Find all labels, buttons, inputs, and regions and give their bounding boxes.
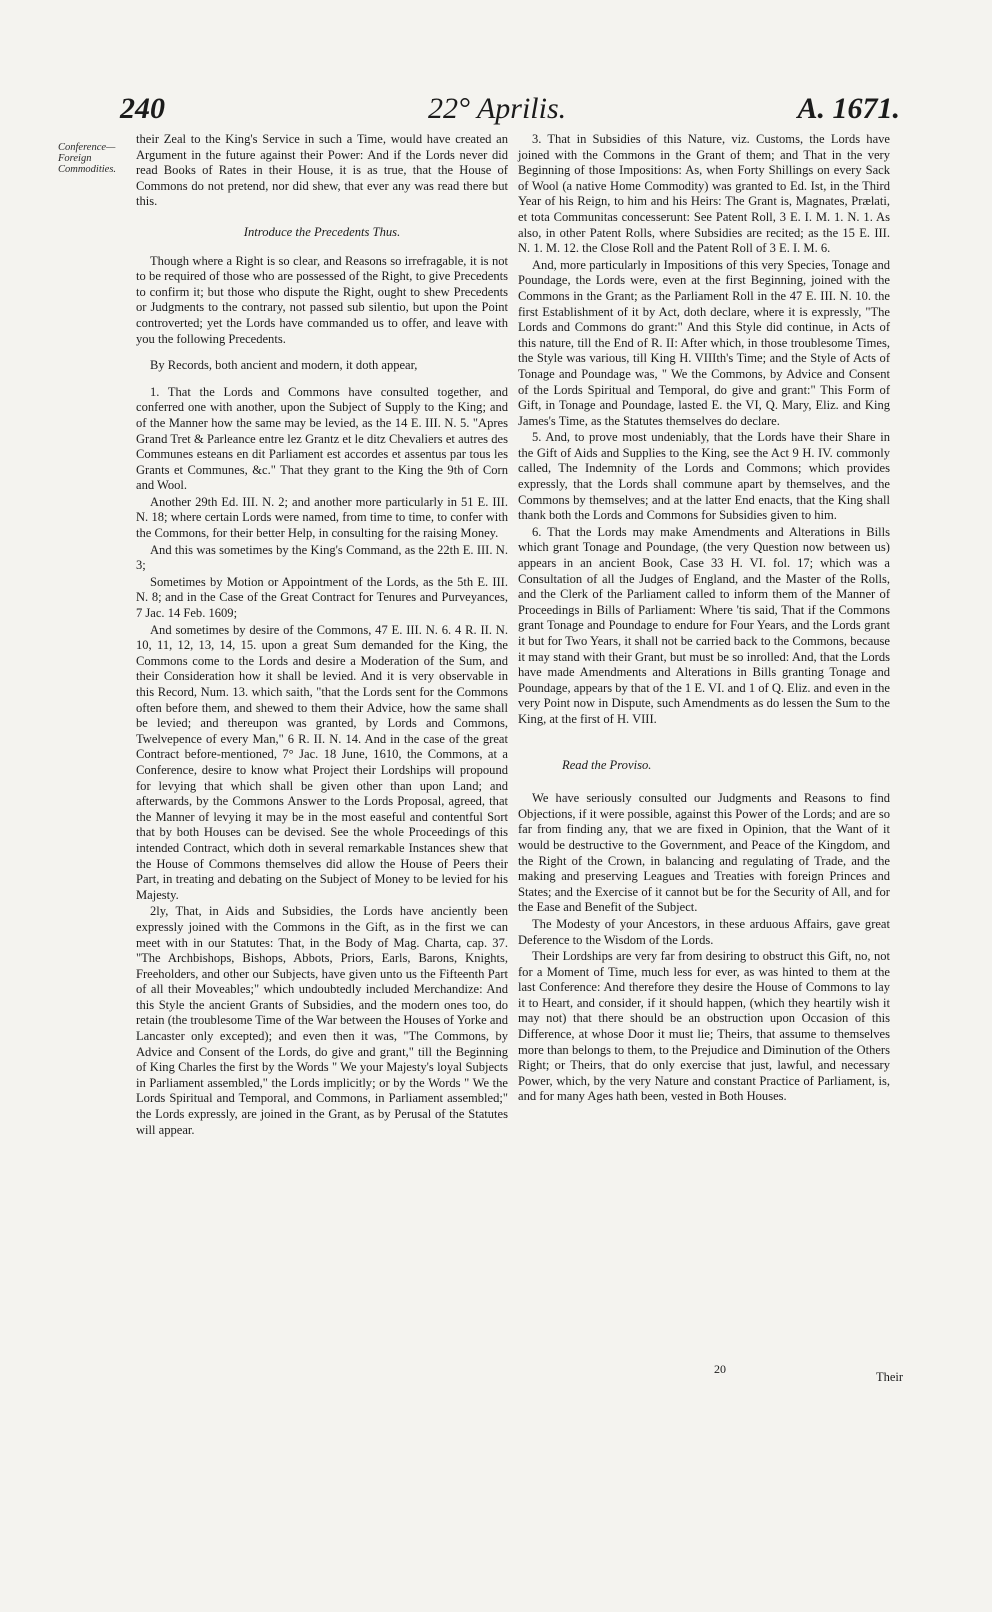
right-column bbox=[518, 132, 890, 1106]
paragraph: By Records, both ancient and modern, it doth appear, bbox=[150, 358, 418, 373]
paragraph: their Zeal to the King's Service in such a Time, would have created an Argument in the future against their Power: And if the Lords never did read Books of Rates in their House, it is as true, that the House of Commons do not pretend, nor did shew, that ever any was read there but this. bbox=[136, 132, 508, 209]
running-date: 22° Aprilis. bbox=[428, 92, 567, 125]
paragraph: 6. That the Lords may make Amendments and Alterations in Bills which grant Tonage and Poundage, (the very Question now between us) appears in an ancient Book, Case 33 H. VI. fol. 17; which was a Consultation of all the Judges of England, and the Master of the Rolls, and the Clerk of the Parliament called to inform them of the Manner of Proceedings in Bills of Parliament: Where 'tis said, That if the Commons grant Tonage and Poundage to endure for Four Years, and the Lords grant it but for Two Years, it shall not be carried back to the Commons, because it may stand with their Grant, but must be so inrolled: And, that the Lords have made Amendments and Alterations in Bills granting Tonage and Poundage, appears by that of the 1 E. VI. and 1 of Q. Eliz. and even in the very Point now in Dispute, such Amendments as do lessen the Sum to the King, at the first of H. VIII. bbox=[518, 524, 890, 726]
page-number: 240 bbox=[120, 92, 165, 125]
paragraph: 5. And, to prove most undeniably, that the Lords have their Share in the Gift of Aids and Supplies to the King, see the Act 9 H. IV. commonly called, The Indemnity of the Lords and Commons; which provides expressly, that the Lords shall commune apart by themselves, and the Commons by themselves; and at the latter End enacts, that the King shall thank both the Lords and Commons for Subsidies given to him. bbox=[518, 430, 890, 523]
paragraph: 3. That in Subsidies of this Nature, viz. Customs, the Lords have joined with the Commons in the Grant of them; and That in the very Beginning of those Impositions: As, when Forty Shillings on every Sack of Wool (a native Home Commodity) was granted to Ed. Ist, in the Third Year of his Reign, to him and his Heirs: The Grant is, Magnates, Prælati, et tota Communitas concesserunt: See Patent Roll, 3 E. I. M. 1. N. 1. As also, in other Patent Rolls, where Subsidies are recited; as the 15 E. III. N. 1. M. 12. the Close Roll and the Patent Roll of 3 E. I. M. 6. bbox=[518, 132, 890, 256]
left-column bbox=[136, 132, 508, 1139]
section-heading: Introduce the Precedents Thus. bbox=[243, 224, 401, 239]
running-year: A. 1671. bbox=[797, 92, 900, 125]
paragraph: Their Lordships are very far from desiring to obstruct this Gift, no, not for a Moment of Time, much less for ever, as was hinted to them at the last Conference: And therefore they desire the House of Commons to lay it to Heart, and consider, if it should happen, (which they heartily wish it may not) that there should be an obstruction upon Occasion of this Difference, at whose Door it must lie; Theirs, that assume to themselves more than belongs to them, to the Prejudice and Diminution of the Others Right; or Theirs, that do only exercise that just, lawful, and necessary Power, which, by the very Nature and constant Practice of Parliament, is, and for many Ages hath been, vested in Both Houses. bbox=[518, 949, 890, 1104]
paragraph: Another 29th Ed. III. N. 2; and another more particularly in 51 E. III. N. 18; where certain Lords were named, from time to time, to confer with the Commons, for their better Help, in consulting for the raising Money. bbox=[136, 494, 508, 541]
paragraph: Sometimes by Motion or Appointment of the Lords, as the 5th E. III. N. 8; and in the Case of the Great Contract for Tenures and Purveyances, 7 Jac. 14 Feb. 1609; bbox=[136, 574, 508, 621]
paragraph: The Modesty of your Ancestors, in these arduous Affairs, gave great Deference to the Wisdom of the Lords. bbox=[518, 916, 890, 947]
paragraph: And this was sometimes by the King's Command, as the 22th E. III. N. 3; bbox=[136, 542, 508, 573]
paragraph: And sometimes by desire of the Commons, 47 E. III. N. 6. 4 R. II. N. 10, 11, 12, 13, 14, 15. upon a great Sum demanded for the King, the Commons come to the Lords and desire a Moderation of the Sum, and their Consideration how it shall be levied. And it is very observable in this Record, Num. 13. which saith, "that the Lords sent for the Commons often before them, and shewed to them their Advice, how the same shall be levied; and thereupon was granted, by Lords and Commons, Twelvepence of every Man," 6 R. II. N. 14. And in the case of the great Contract before-mentioned, 7° Jac. 18 June, 1610, the Commons, at a Conference, desire to know what Project their Lordships will propound for levying that which shall be given other than upon Land; and afterwards, by the Commons Answer to the Lords Proposal, agreed, that the Manner of levying it may be in the most easeful and contentful Sort that by both Houses can be devised. See the whole Proceedings of this intended Contract, which doth in several remarkable Instances shew that the House of Commons themselves did allow the House of Peers their Part, in treating and debating on the Subject of Money to be levied for his Majesty. bbox=[136, 622, 508, 902]
paragraph: Though where a Right is so clear, and Reasons so irrefragable, it is not to be required of those who are possessed of the Right, to give Precedents to confirm it; but those who dispute the Right, ought to shew Precedents or Judgments to the contrary, not passed sub silentio, but upon the Point controverted; yet the Lords have commanded us to offer, and leave with you the following Precedents. bbox=[136, 253, 508, 346]
page-header bbox=[120, 92, 900, 136]
paragraph: 2ly, That, in Aids and Subsidies, the Lords have anciently been expressly joined with the Commons in the Gift, as in the first we can meet with in our Statutes: That, in the Body of Mag. Charta, cap. 37. "The Archbishops, Bishops, Abbots, Priors, Earls, Barons, Knights, Freeholders, and other our Subjects, have given unto us the Fifteenth Part of all their Moveables;" which undoubtedly included Merchandize: And this Style the ancient Grants of Subsidies, and the modern ones too, do retain (the troublesome Time of the War between the Houses of Yorke and Lancaster only excepted); and even then it was, "The Commons, by Advice and Consent of the Lords, do give and grant," till the Beginning of King Charles the first by the Words " We your Majesty's loyal Subjects in Parliament assembled," the Lords implicitly; or by the Words " We the Lords Spiritual and Temporal, and Commons, in Parliament assembled;" the Lords expressly, are joined in the Grant, as by Perusal of the Statutes will appear. bbox=[136, 904, 508, 1137]
paragraph: We have seriously consulted our Judgments and Reasons to find Objections, if it were possible, against this Power of the Lords; and are so far from finding any, that we are fixed in Opinion, that the Want of it would be destructive to the Government, and Peace of the Kingdom, and the Right of the Crown, in balancing and regulating of Trade, and the making and preserving Leagues and Treaties with foreign Princes and States; and the Exercise of it cannot but be for the Security of All, and for the Ease and Benefit of the Subject. bbox=[518, 791, 890, 915]
margin-note: Conference—Foreign Commodities. bbox=[58, 142, 117, 175]
paragraph: 1. That the Lords and Commons have consulted together, and conferred one with another, upon the Subject of Supply to the King; and of the Manner how the same may be levied, as the 14 E. III. N. 5. "Apres Grand Tret & Parleance entre lez Grantz et le ditz Chevaliers et autres des Communes esteans en dit Parliament est accordes et assentus par tous les Grants et Communes, &c." That they grant to the King the 9th of Corn and Wool. bbox=[136, 384, 508, 493]
paragraph: And, more particularly in Impositions of this very Species, Tonage and Poundage, the Lords were, even at the first Beginning, joined with the Commons in the Grant; as the Parliament Roll in the 47 E. III. N. 10. the first Establishment of it by Act, doth declare, where it is expressly, "The Lords and Commons do grant:" And this Style did continue, in Acts of this nature, till the End of R. II: After which, in those troublesome Times, the Style was various, till King H. VIIIth's Time; and the Style of Acts of Tonage and Poundage was, " We the Commons, by Advice and Consent of the Lords Spiritual and Temporal, do give and grant:" This Form of Gift, in Tonage and Poundage, lasted E. the VI, Q. Mary, Eliz. and King James's Time, as the Statutes themselves do declare. bbox=[518, 257, 890, 428]
catchword: Their bbox=[876, 1370, 904, 1384]
signature-mark: 20 bbox=[714, 1362, 726, 1376]
section-heading: Read the Proviso. bbox=[562, 757, 652, 772]
